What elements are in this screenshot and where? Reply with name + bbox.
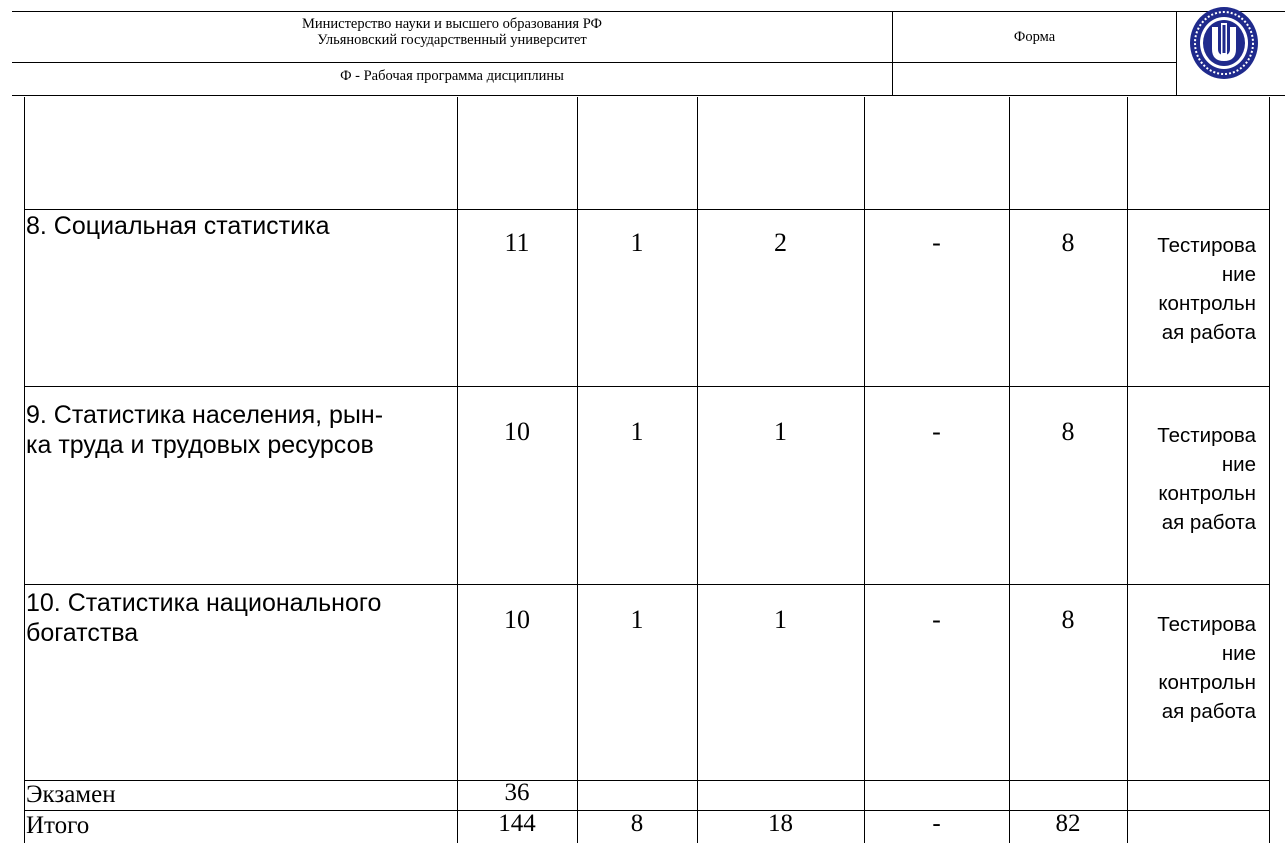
practice-hours: 18 <box>768 810 793 837</box>
topic-name: 9. Статистика населения, рын- ка труда и трудовых ресурсов <box>26 401 384 459</box>
lecture-hours: 1 <box>630 605 644 634</box>
total-hours: 10 <box>504 605 530 634</box>
topic-name: 10. Статистика национального богатства <box>26 589 382 647</box>
header-divider <box>892 12 893 95</box>
practice-hours: 1 <box>774 417 787 446</box>
exam-label: Экзамен <box>26 781 116 808</box>
total-label: Итого <box>26 812 90 839</box>
control-form: Тестирова ние контрольн ая работа <box>1157 234 1256 344</box>
lab-hours: - <box>932 417 941 446</box>
lab-hours: - <box>932 228 941 257</box>
organization-line-2: Ульяновский государственный университет <box>317 32 587 48</box>
lecture-hours: 1 <box>630 417 644 446</box>
organization-line-1: Министерство науки и высшего образования РФ <box>301 16 603 32</box>
exam-hours: 36 <box>504 779 530 806</box>
practice-hours: 2 <box>774 228 787 257</box>
lab-hours: - <box>932 605 941 634</box>
total-hours: 11 <box>504 228 530 257</box>
control-form: Тестирова ние контрольн ая работа <box>1157 424 1256 534</box>
university-emblem-icon <box>1188 5 1260 81</box>
document-header <box>12 11 1285 96</box>
discipline-hours-table <box>24 97 1270 843</box>
header-divider <box>12 62 1176 63</box>
total-hours: 10 <box>504 417 530 446</box>
total-hours: 144 <box>498 810 536 837</box>
self-study-hours: 8 <box>1061 228 1075 257</box>
topic-name: 8. Социальная статистика <box>26 212 330 240</box>
organization-name <box>12 16 892 48</box>
lecture-hours: 1 <box>630 228 644 257</box>
lab-hours: - <box>932 810 941 837</box>
self-study-hours: 8 <box>1061 605 1075 634</box>
control-form: Тестирова ние контрольн ая работа <box>1157 613 1256 723</box>
form-label: Форма <box>1013 29 1056 45</box>
self-study-hours: 8 <box>1061 417 1075 446</box>
document-title: Ф - Рабочая программа дисциплины <box>340 68 564 84</box>
header-divider <box>1176 12 1177 95</box>
lecture-hours: 8 <box>630 810 644 837</box>
self-study-hours: 82 <box>1055 810 1081 837</box>
practice-hours: 1 <box>774 605 787 634</box>
